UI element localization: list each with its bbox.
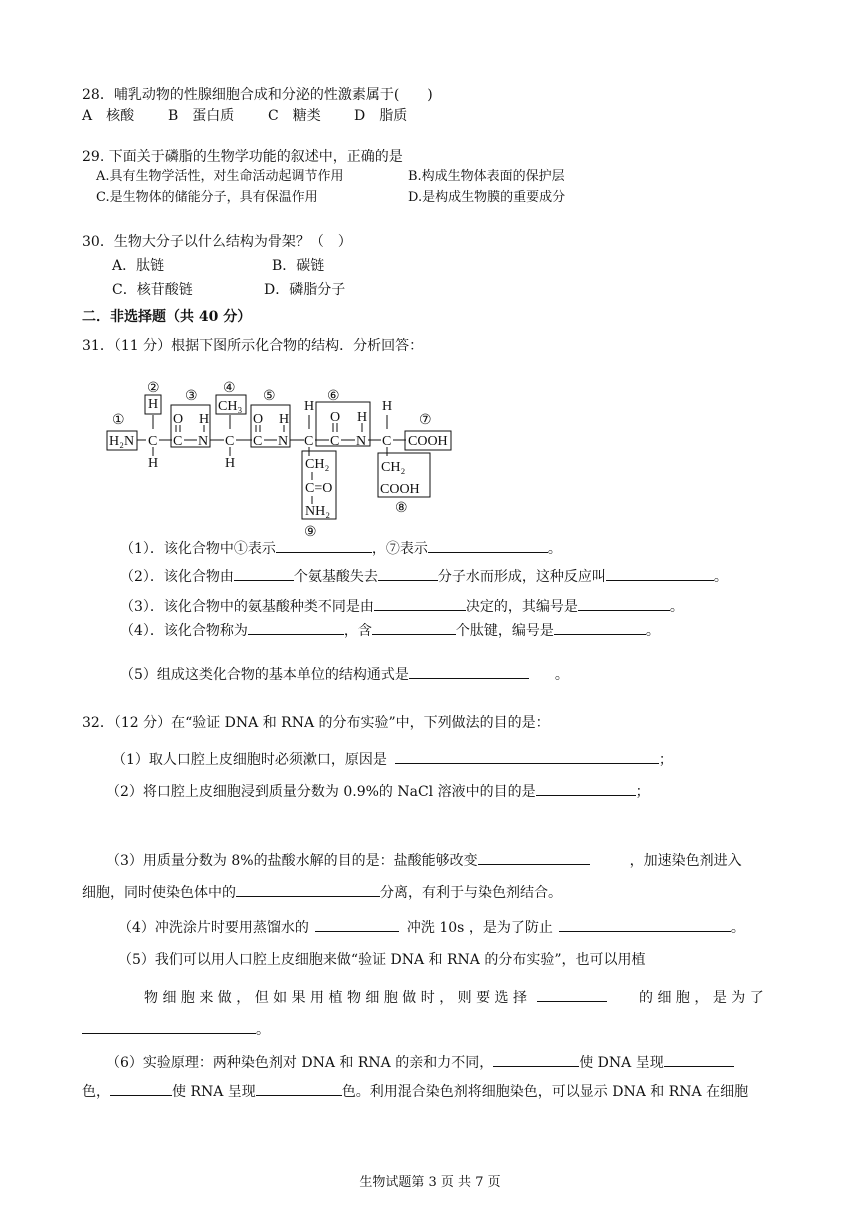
answer-blank[interactable] (372, 620, 456, 635)
atom-n1: N (198, 434, 209, 449)
q32-part5-line1: （5）我们可以用人口腔上皮细胞来做“验证 DNA 和 RNA 的分布实验”，也可以用植 (118, 952, 646, 968)
q30-option-d: D．磷脂分子 (264, 282, 346, 298)
atom-o2: O (253, 412, 264, 427)
answer-blank[interactable] (236, 882, 380, 897)
q32-part6-line1: （6）实验原理：两种染色剂对 DNA 和 RNA 的亲和力不同， 使 DNA 呈现 (106, 1052, 734, 1073)
label-3: ③ (185, 389, 198, 404)
answer-blank[interactable] (554, 620, 646, 635)
atom-c6: C (330, 434, 340, 449)
atom-n3: N (356, 434, 367, 449)
atom-c5: C (304, 434, 314, 449)
q32-part5-line3: 。 (82, 1019, 270, 1040)
answer-blank[interactable] (315, 917, 399, 932)
answer-blank[interactable] (395, 749, 659, 764)
answer-blank[interactable] (409, 664, 529, 679)
q31-part1: （1）．该化合物中①表示 ，⑦表示 。 (120, 538, 562, 559)
answer-blank[interactable] (664, 1052, 734, 1067)
atom-c-eq-o: C=O (305, 481, 333, 496)
label-8: ⑧ (395, 501, 408, 516)
label-7: ⑦ (419, 413, 432, 428)
atom-nh2: NH₂ (305, 504, 331, 519)
answer-blank[interactable] (378, 566, 438, 581)
atom-ch3: CH₃ (218, 399, 243, 414)
q28-option-c: C 糖类 (268, 108, 321, 124)
answer-blank[interactable] (537, 987, 607, 1002)
q32-part3-line2: 细胞，同时使染色体中的 分离，有利于与染色剂结合。 (82, 882, 562, 903)
answer-blank[interactable] (276, 538, 372, 553)
atom-h-n3: H (357, 410, 368, 425)
answer-blank[interactable] (110, 1081, 172, 1096)
q32-stem: 32．（12 分）在“验证 DNA 和 RNA 的分布实验”中，下列做法的目的是： (82, 715, 550, 731)
atom-cooh-side: COOH (380, 482, 420, 497)
atom-h-n2: H (279, 412, 290, 427)
label-2: ② (147, 381, 160, 396)
q28-stem: 28．哺乳动物的性腺细胞合成和分泌的性激素属于( ) (82, 87, 433, 103)
label-6: ⑥ (327, 389, 340, 404)
atom-ch2-asn: CH₂ (305, 457, 330, 472)
q28-option-d: D 脂质 (354, 108, 408, 124)
q30-option-a: A．肽链 (112, 258, 165, 274)
q29-option-d: D.是构成生物膜的重要成分 (408, 190, 566, 205)
atom-h-c1: H (148, 456, 159, 471)
atom-h2n: H₂N (109, 434, 135, 449)
q30-stem: 30．生物大分子以什么结构为骨架？（ ） (82, 234, 352, 250)
answer-blank[interactable] (256, 1081, 342, 1096)
q31-stem: 31．（11 分）根据下图所示化合物的结构．分析回答： (82, 338, 424, 354)
q28-option-a: A 核酸 (82, 108, 135, 124)
q32-part2: （2）将口腔上皮细胞浸到质量分数为 0.9%的 NaCl 溶液中的目的是 ； (106, 781, 650, 802)
q32-part5-line2: 物 细 胞 来 做 ， 但 如 果 用 植 物 细 胞 做 时 ， 则 要 选 择 的 细 胞 ， 是 为 了 (144, 987, 764, 1008)
peptide-structure-diagram (100, 370, 470, 540)
atom-c3: C (225, 434, 235, 449)
q31-part3: （3）．该化合物中的氨基酸种类不同是由 决定的，其编号是 。 (120, 596, 684, 617)
q29-stem: 29. 下面关于磷脂的生物学功能的叙述中，正确的是 (82, 149, 403, 165)
answer-blank[interactable] (536, 781, 636, 796)
q32-part1: （1）取人口腔上皮细胞时必须漱口，原因是 ； (112, 749, 673, 770)
atom-h-c3: H (225, 456, 236, 471)
atom-c1: C (148, 434, 158, 449)
q30-option-b: B．碳链 (272, 258, 325, 274)
answer-blank[interactable] (559, 917, 731, 932)
atom-c7: C (382, 434, 392, 449)
answer-blank[interactable] (578, 596, 670, 611)
label-1: ① (112, 413, 125, 428)
q32-part4: （4）冲洗涂片时要用蒸馏水的 冲洗 10s ，是为了防止 。 (118, 917, 745, 938)
answer-blank[interactable] (606, 566, 714, 581)
atom-h-c5: H (304, 399, 315, 414)
q32-part6-line2: 色， 使 RNA 呈现 色。利用混合染色剂将细胞染色，可以显示 DNA 和 RNA 在细胞 (82, 1081, 748, 1102)
label-4: ④ (223, 381, 236, 396)
atom-h-r1: H (148, 397, 159, 412)
atom-o3: O (330, 410, 341, 425)
page-footer: 生物试题第 3 页 共 7 页 (359, 1175, 501, 1190)
q28-options (82, 106, 407, 126)
atom-cooh-terminal: COOH (408, 434, 448, 449)
answer-blank[interactable] (234, 566, 294, 581)
atom-h-c7: H (382, 399, 393, 414)
atom-c2: C (173, 434, 183, 449)
atom-h-n1: H (199, 412, 210, 427)
answer-blank[interactable] (478, 850, 590, 865)
atom-n2: N (278, 434, 289, 449)
label-9: ⑨ (304, 525, 317, 540)
q31-part5: （5）组成这类化合物的基本单位的结构通式是 。 (120, 664, 569, 685)
q31-part4: （4）．该化合物称为 ，含 个肽键，编号是 。 (120, 620, 660, 641)
q28-option-b: B 蛋白质 (168, 108, 235, 124)
q29-option-c: C.是生物体的储能分子，具有保温作用 (96, 190, 318, 205)
answer-blank[interactable] (374, 596, 466, 611)
q29-option-b: B.构成生物体表面的保护层 (408, 169, 565, 184)
atom-ch2-asp: CH₂ (381, 460, 406, 475)
atom-c4: C (253, 434, 263, 449)
answer-blank[interactable] (493, 1052, 579, 1067)
q29-option-a: A.具有生物学活性，对生命活动起调节作用 (96, 169, 344, 184)
q31-part2: （2）．该化合物由 个氨基酸失去 分子水而形成，这种反应叫 。 (120, 566, 728, 587)
atom-o1: O (173, 412, 184, 427)
q30-option-c: C．核苷酸链 (112, 282, 193, 298)
q32-part3-line1: （3）用质量分数为 8%的盐酸水解的目的是：盐酸能够改变 ，加速染色剂进入 (106, 850, 742, 871)
answer-blank[interactable] (248, 620, 344, 635)
answer-blank[interactable] (428, 538, 548, 553)
answer-blank[interactable] (82, 1019, 256, 1034)
section-title: 二．非选择题（共 40 分） (82, 309, 252, 325)
label-5: ⑤ (263, 389, 276, 404)
